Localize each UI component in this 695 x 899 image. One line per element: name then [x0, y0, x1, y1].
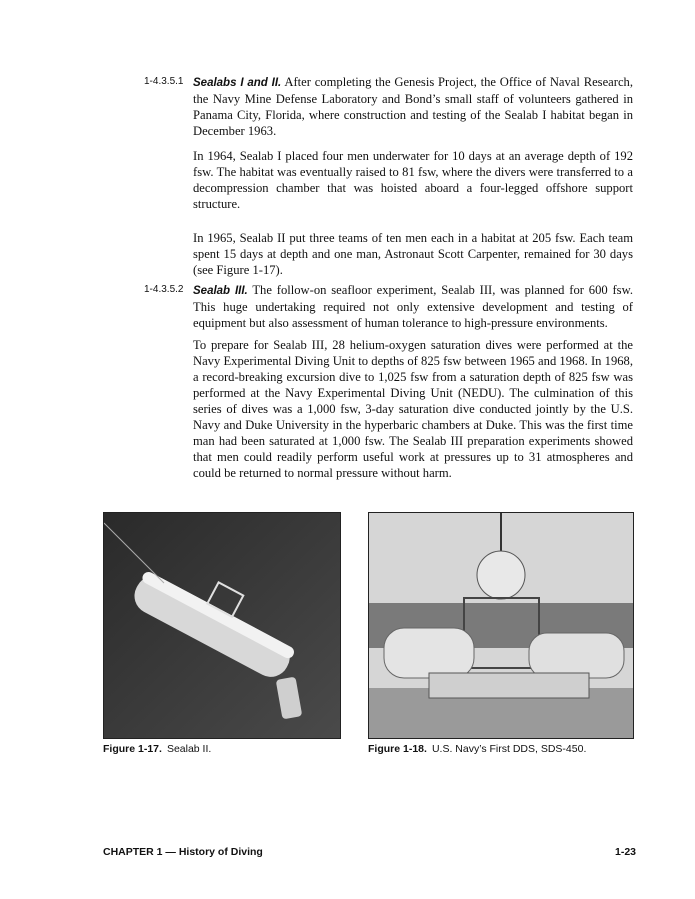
sealab-ii-photo: [103, 512, 341, 739]
section-paragraph: [193, 74, 633, 139]
sds-450-photo: [368, 512, 634, 739]
figure-caption-text: U.S. Navy’s First DDS, SDS-450.: [431, 743, 587, 755]
section-text: After completing the Genesis Project, the Office of Naval Research, the Navy Mine Defense Laboratory and Bond’s small staff of volunteers gathered in Panama City, Florida, where construction and testing of the Sealab I habitat began in December 1963.: [193, 75, 633, 138]
section-text: The follow-on seafloor experiment, Sealab III, was planned for 600 fsw. This huge undertaking required not only extensive development and testing of equipment but also assessment of human tolerance to high-pressure environments.: [193, 283, 634, 330]
paragraph: In 1965, Sealab II put three teams of ten men each in a habitat at 205 fsw. Each team spent 15 days at depth and one man, Astronaut Scott Carpenter, remained for 30 days (see Figure 1-17).: [193, 231, 633, 277]
figure-label: Figure 1-17.: [103, 743, 162, 755]
figure-caption: [103, 743, 211, 755]
section-paragraph: [193, 282, 633, 331]
figure-caption: [368, 743, 586, 755]
figure-label: Figure 1-18.: [368, 743, 427, 755]
paragraph: To prepare for Sealab III, 28 helium-oxygen saturation dives were performed at the Navy Experimental Diving Unit to depths of 825 fsw between 1965 and 1968. In 1968, a record-breaking excursion dive to 1,025 fsw from a saturation depth of 825 fsw was performed at the Navy Experimental Diving Unit (NEDU). The culmination of this series of dives was a 1,000 fsw, 3-day saturation dive conducted jointly by the U.S. Navy and Duke University in the hyperbaric chambers at Duke. This was the first time man had been saturated at 1,000 fsw. The Sealab III preparation experiments showed that men could readily perform useful work at pressures up to 31 atmospheres and could be returned to normal pressure without harm.: [193, 338, 633, 480]
figure-caption-text: Sealab II.: [166, 743, 212, 755]
paragraph: In 1964, Sealab I placed four men underwater for 10 days at an average depth of 192 fsw. The habitat was eventually raised to 81 fsw, where the divers were transferred to a decompression chamber that was hoisted aboard a four-legged offshore support structure.: [193, 149, 633, 211]
section-heading: Sealabs I and II.: [193, 77, 282, 89]
section-number: 1-4.3.5.2: [144, 284, 184, 295]
footer-chapter: CHAPTER 1 — History of Diving: [103, 846, 263, 858]
section-number: 1-4.3.5.1: [144, 76, 184, 87]
page-number: 1-23: [614, 846, 636, 858]
section-heading: Sealab III.: [193, 285, 248, 297]
